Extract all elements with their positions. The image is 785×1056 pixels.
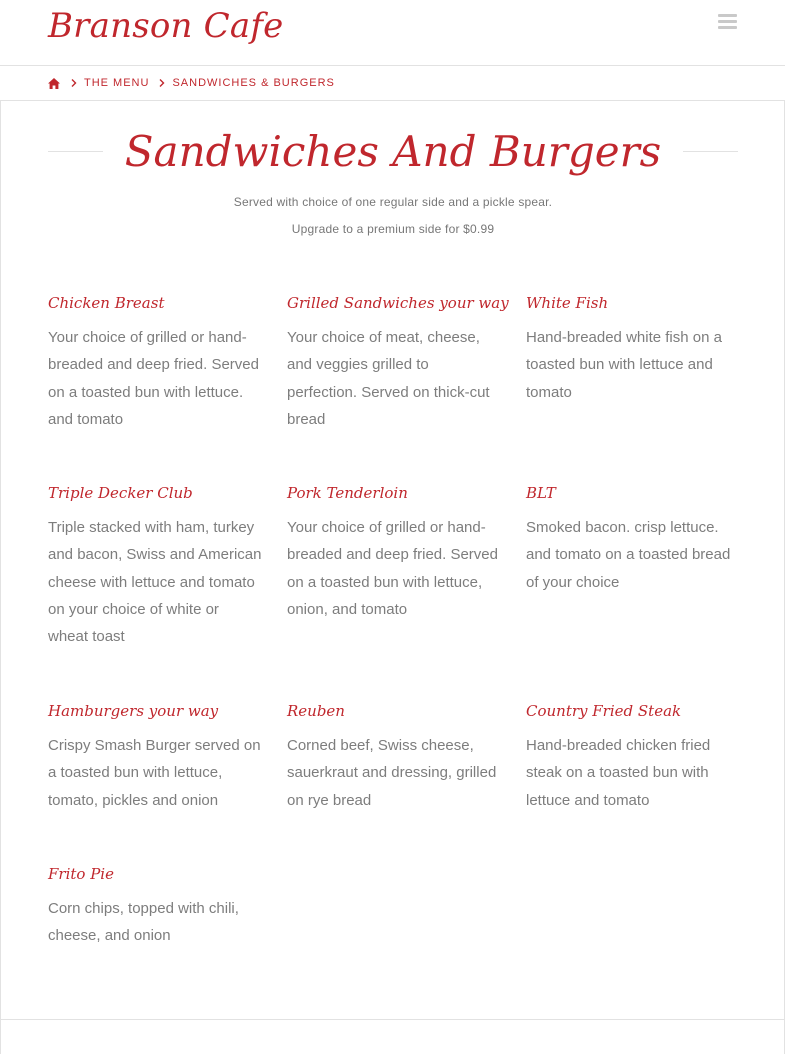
breadcrumb — [0, 66, 785, 101]
footer-divider — [0, 1019, 785, 1020]
menu-item-description: Smoked bacon. crisp lettuce. and tomato on a toasted bread of your choice — [526, 519, 731, 591]
menu-item — [287, 482, 501, 623]
menu-item-name: Reuben — [287, 702, 345, 720]
menu-item — [526, 482, 740, 596]
breadcrumb-current: SANDWICHES & BURGERS — [172, 77, 335, 89]
menu-item — [287, 292, 509, 433]
menu-item-description: Corned beef, Swiss cheese, sauerkraut and dressing, grilled on rye bread — [287, 737, 497, 809]
menu-item-description: Your choice of meat, cheese, and veggies grilled to perfection. Served on thick-cut bread — [287, 329, 490, 428]
hamburger-menu-icon[interactable] — [718, 14, 738, 31]
menu-item-description: Corn chips, topped with chili, cheese, and onion — [48, 900, 239, 945]
menu-item — [526, 292, 740, 406]
serving-note: Served with choice of one regular side and a pickle spear. — [233, 195, 553, 209]
chevron-right-icon — [69, 78, 79, 88]
home-icon[interactable] — [48, 78, 60, 89]
menu-item-description: Your choice of grilled or hand-breaded and deep fried. Served on a toasted bun with lettuce, onion, and tomato — [287, 519, 498, 618]
upgrade-note: Upgrade to a premium side for $0.99 — [291, 222, 495, 236]
breadcrumb-the-menu[interactable]: THE MENU — [84, 77, 150, 89]
menu-item — [48, 482, 262, 650]
menu-item-name: Triple Decker Club — [48, 484, 193, 502]
menu-item — [48, 292, 262, 433]
menu-item-name: Chicken Breast — [48, 294, 165, 312]
menu-item — [48, 863, 262, 950]
menu-item-description: Hand-breaded chicken fried steak on a toasted bun with lettuce and tomato — [526, 737, 711, 809]
menu-item-description: Crispy Smash Burger served on a toasted bun with lettuce, tomato, pickles and onion — [48, 737, 261, 809]
page-heading — [48, 126, 738, 182]
menu-item-name: BLT — [526, 484, 556, 502]
menu-item-name: Frito Pie — [48, 865, 114, 883]
menu-item-name: Pork Tenderloin — [287, 484, 408, 502]
menu-item — [287, 700, 501, 814]
menu-item — [48, 700, 262, 814]
menu-item — [526, 700, 740, 814]
menu-item-name: White Fish — [526, 294, 609, 312]
menu-item-name: Hamburgers your way — [48, 702, 219, 720]
menu-item-description: Your choice of grilled or hand-breaded and deep fried. Served on a toasted bun with lettuce. and tomato — [48, 329, 259, 428]
menu-item-name: Country Fried Steak — [526, 702, 682, 720]
page-title: Sandwiches And Burgers — [103, 127, 683, 176]
chevron-right-icon — [157, 78, 167, 88]
site-logo[interactable]: Branson Cafe — [48, 6, 284, 46]
menu-item-name: Grilled Sandwiches your way — [287, 294, 509, 312]
menu-item-description: Triple stacked with ham, turkey and bacon, Swiss and American cheese with lettuce and tomato on your choice of white or wheat toast — [48, 519, 262, 646]
menu-item-description: Hand-breaded white fish on a toasted bun with lettuce and tomato — [526, 329, 722, 401]
site-header — [0, 0, 785, 66]
